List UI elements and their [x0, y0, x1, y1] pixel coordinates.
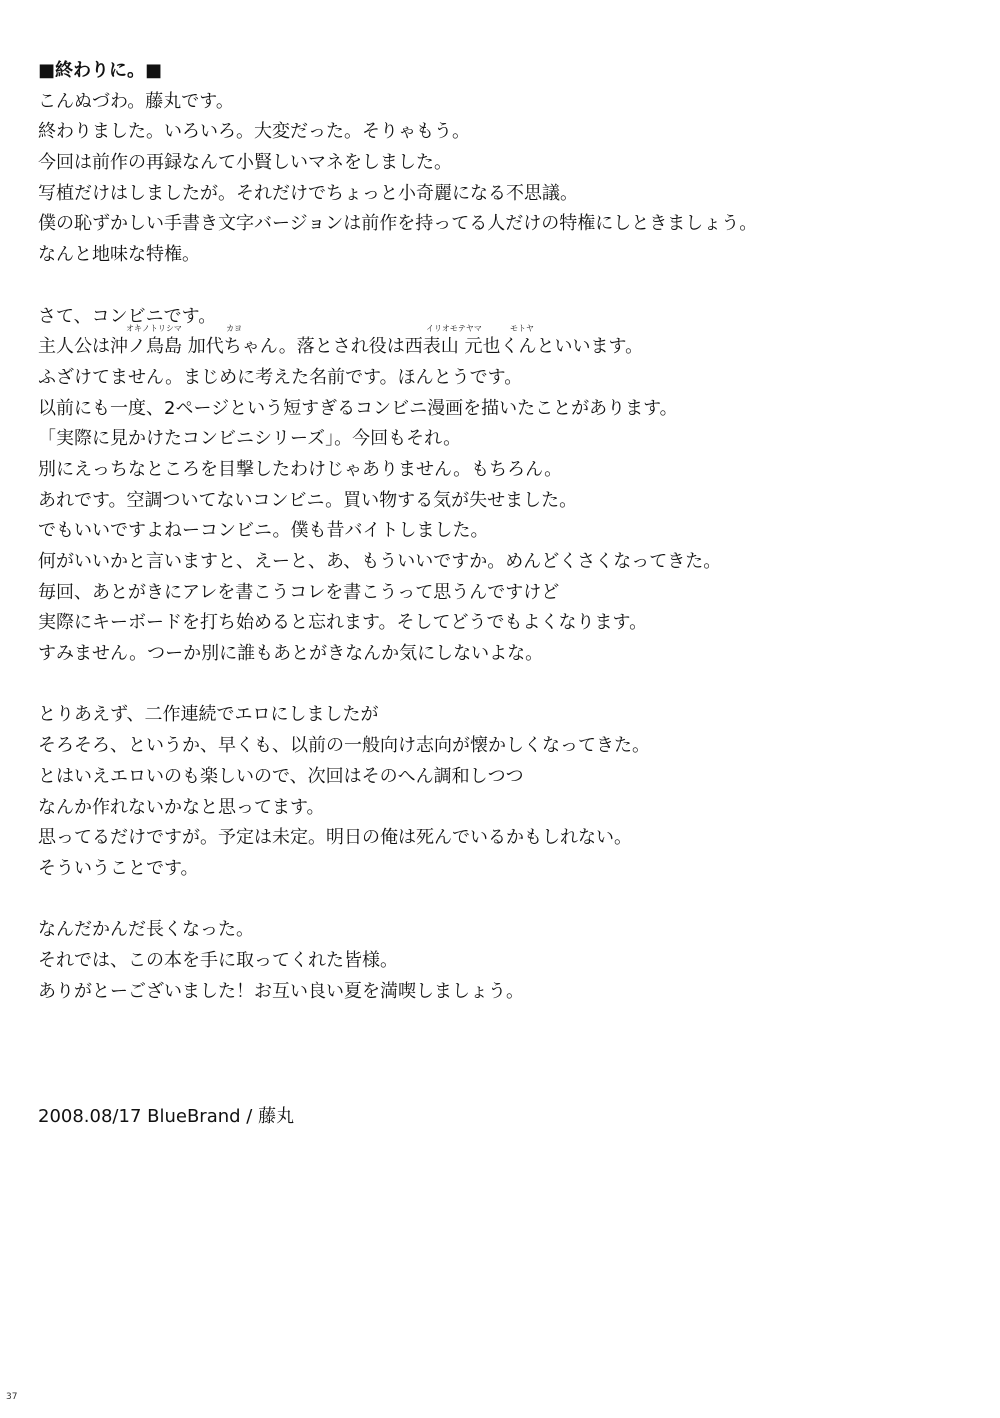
text-line: 思ってるだけですが。予定は未定。明日の俺は死んでいるかもしれない。 [38, 827, 632, 849]
signature: 2008.08/17 BlueBrand / 藤丸 [38, 1106, 295, 1127]
text-line: そろそろ、というか、早くも、以前の一般向け志向が懐かしくなってきた。 [38, 735, 650, 757]
text-line: ありがとーございました！お互い良い夏を満喫しましょう。 [38, 980, 524, 1002]
text-line: なんだかんだ長くなった。 [38, 919, 254, 941]
text-line: 何がいいかと言いますと、えーと、あ、もういいですか。めんどくさくなってきた。 [38, 551, 722, 572]
protagonist-line [38, 324, 938, 363]
ruby-iriomoteyama: イリオモテヤマ [426, 324, 482, 334]
afterword-heading: ■終わりに。■ [38, 60, 163, 81]
text-line: なんか作れないかなと思ってます。 [38, 796, 325, 818]
text-line: 「実際に見かけたコンビニシリーズ」。今回もそれ。 [38, 428, 462, 450]
paragraph-gap [38, 885, 938, 916]
ruby-okinotorishima: オキノトリシマ [126, 324, 182, 334]
text-line: 今回は前作の再録なんて小賢しいマネをしました。 [38, 152, 452, 174]
text-line: 以前にも一度、2ページという短すぎるコンビニ漫画を描いたことがあります。 [38, 397, 678, 419]
text-line: それでは、この本を手に取ってくれた皆様。 [38, 949, 398, 971]
text-line: とりあえず、二作連続でエロにしましたが [38, 704, 379, 726]
afterword-text [38, 56, 938, 1007]
text-line: 実際にキーボードを打ち始めると忘れます。そしてどうでもよくなります。 [38, 612, 648, 634]
text-line: 終わりました。いろいろ。大変だった。そりゃもう。 [38, 121, 470, 143]
text-line: ふざけてません。まじめに考えた名前です。ほんとうです。 [38, 366, 523, 388]
text-line: こんぬづわ。藤丸です。 [38, 90, 234, 112]
protagonist-text: 主人公は沖ノ鳥島 加代ちゃん。落とされ役は西表山 元也くんといいます。 [38, 336, 644, 358]
text-line: すみません。つーか別に誰もあとがきなんか気にしないよな。 [38, 643, 544, 665]
text-line: あれです。空調ついてないコンビニ。買い物する気が失せました。 [38, 489, 578, 511]
text-line: さて、コンビニです。 [38, 305, 217, 327]
text-line: 別にえっちなところを目撃したわけじゃありません。もちろん。 [38, 458, 563, 480]
text-line: とはいえエロいのも楽しいので、次回はそのへん調和しつつ [38, 765, 524, 787]
text-line: そういうことです。 [38, 857, 199, 879]
ruby-motoya: モトヤ [510, 324, 534, 334]
page-number: 37 [6, 1392, 18, 1402]
text-line: 僕の恥ずかしい手書き文字バージョンは前作を持ってる人だけの特権にしときましょう。 [38, 213, 758, 235]
paragraph-gap [38, 670, 938, 701]
text-line: でもいいですよねーコンビニ。僕も昔バイトしました。 [38, 520, 489, 542]
text-line: なんと地味な特権。 [38, 244, 200, 266]
ruby-kayo: カヨ [226, 324, 242, 334]
text-line: 毎回、あとがきにアレを書こうコレを書こうって思うんですけど [38, 581, 560, 603]
text-line: 写植だけはしましたが。それだけでちょっと小奇麗になる不思議。 [38, 182, 578, 204]
paragraph-gap [38, 271, 938, 302]
